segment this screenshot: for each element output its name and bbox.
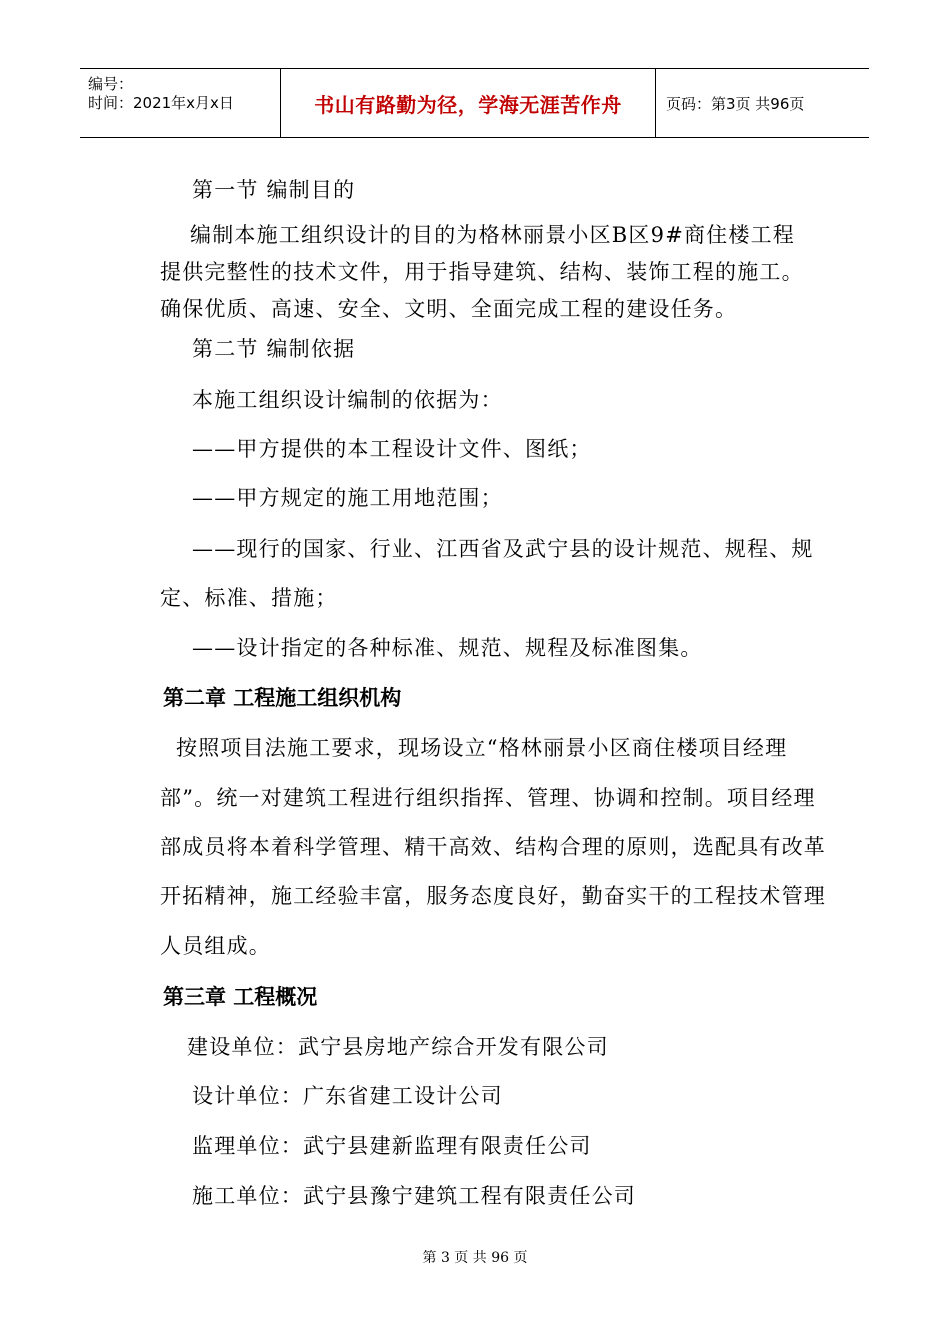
section-2-list-item: ——甲方提供的本工程设计文件、图纸； bbox=[192, 437, 592, 461]
chapter-2-heading: 第二章 工程施工组织机构 bbox=[163, 686, 402, 710]
chapter-2-paragraph-line: 开拓精神，施工经验丰富，服务态度良好，勤奋实干的工程技术管理 bbox=[160, 884, 826, 908]
chapter-2-paragraph-line: 部成员将本着科学管理、精干高效、结构合理的原则，选配具有改革 bbox=[160, 835, 826, 859]
chapter-2-paragraph-line: 按照项目法施工要求，现场设立“格林丽景小区商住楼项目经理 bbox=[176, 736, 788, 760]
chapter-2-paragraph-line: 人员组成。 bbox=[160, 934, 271, 958]
section-2-list-item-continuation: 定、标准、措施； bbox=[160, 586, 338, 610]
section-2-list-item: ——现行的国家、行业、江西省及武宁县的设计规范、规程、规 bbox=[192, 537, 814, 561]
header-page-number: 页码：第3页 共96页 bbox=[666, 94, 805, 113]
construction-unit: 建设单位：武宁县房地产综合开发有限公司 bbox=[187, 1035, 609, 1059]
header-meta-cell bbox=[80, 69, 281, 137]
document-number-label: 编号： bbox=[88, 75, 134, 93]
section-1-paragraph-line: 确保优质、高速、安全、文明、全面完成工程的建设任务。 bbox=[160, 297, 738, 321]
chapter-3-heading: 第三章 工程概况 bbox=[163, 985, 318, 1009]
page-header bbox=[80, 68, 869, 138]
chapter-2-paragraph-line: 部”。统一对建筑工程进行组织指挥、管理、协调和控制。项目经理 bbox=[160, 786, 816, 810]
design-unit: 设计单位：广东省建工设计公司 bbox=[192, 1084, 503, 1108]
contractor-unit: 施工单位：武宁县豫宁建筑工程有限责任公司 bbox=[192, 1184, 636, 1208]
section-2-heading: 第二节 编制依据 bbox=[192, 337, 356, 361]
supervision-unit: 监理单位：武宁县建新监理有限责任公司 bbox=[192, 1134, 592, 1158]
section-1-heading: 第一节 编制目的 bbox=[192, 178, 356, 202]
section-2-list-item: ——甲方规定的施工用地范围； bbox=[192, 486, 503, 510]
header-motto-cell bbox=[281, 69, 656, 137]
page-footer: 第 3 页 共 96 页 bbox=[422, 1250, 528, 1266]
header-motto: 书山有路勤为径，学海无涯苦作舟 bbox=[314, 92, 622, 117]
section-2-intro: 本施工组织设计编制的依据为： bbox=[192, 388, 503, 412]
section-1-paragraph-line: 提供完整性的技术文件，用于指导建筑、结构、装饰工程的施工。 bbox=[160, 260, 804, 284]
header-page-cell bbox=[656, 69, 869, 137]
section-1-paragraph-line: 编制本施工组织设计的目的为格林丽景小区B区9#商住楼工程 bbox=[190, 223, 795, 247]
document-date-label: 时间：2021年x月x日 bbox=[88, 94, 234, 112]
section-2-list-item: ——设计指定的各种标准、规范、规程及标准图集。 bbox=[192, 636, 703, 660]
